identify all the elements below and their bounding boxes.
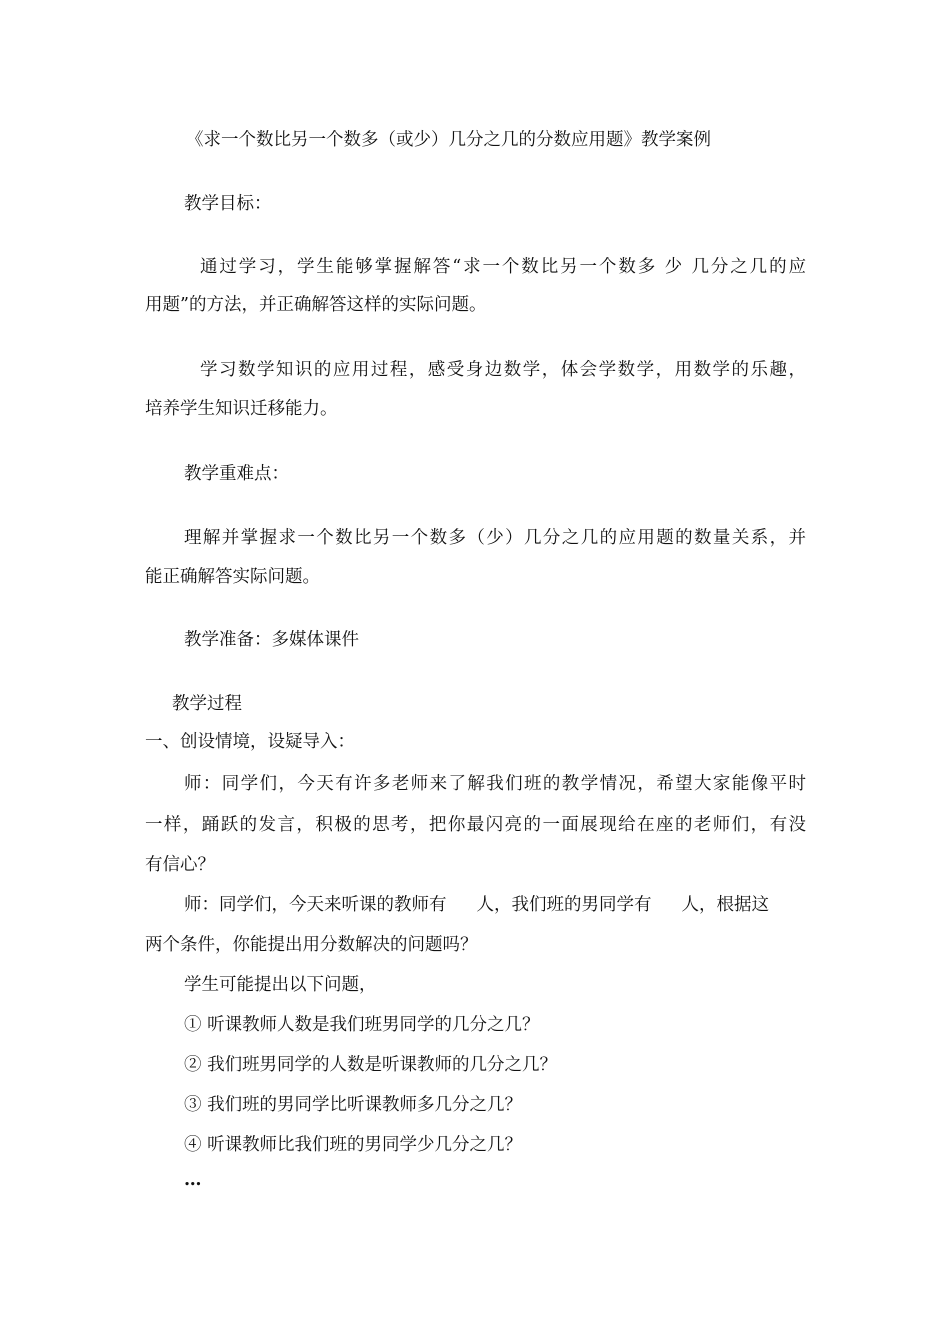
teacher-1-line-1: 师：同学们，今天有许多老师来了解我们班的教学情况，希望大家能像平时: [184, 774, 806, 794]
question-item: ③ 我们班的男同学比听课教师多几分之几？: [184, 1095, 523, 1115]
objective-2-line-2: 培养学生知识迁移能力。: [145, 399, 338, 419]
document-title: 《求一个数比另一个数多（或少）几分之几的分数应用题》教学案例: [186, 130, 711, 150]
teacher-2-line-1-part-3: 人，根据这: [681, 895, 769, 915]
teacher-2-line-1-part-2: 人，我们班的男同学有: [476, 895, 652, 915]
teacher-1-line-2: 一样，踊跃的发言，积极的思考，把你最闪亮的一面展现给在座的老师们，有没: [145, 815, 806, 835]
key-points-line-1: 理解并掌握求一个数比另一个数多（少）几分之几的应用题的数量关系，并: [184, 528, 806, 548]
ellipsis: …: [184, 1170, 202, 1190]
objective-1-line-2: 用题”的方法，并正确解答这样的实际问题。: [145, 295, 487, 315]
teacher-2-line-1: [184, 893, 769, 917]
teacher-2-line-2: 两个条件，你能提出用分数解决的问题吗？: [145, 935, 478, 955]
preparation-line: 教学准备：多媒体课件: [184, 630, 359, 650]
teacher-2-line-1-part-1: 师：同学们，今天来听课的教师有: [184, 895, 447, 915]
question-item: ① 听课教师人数是我们班男同学的几分之几？: [184, 1015, 540, 1035]
process-heading: 教学过程: [172, 694, 242, 714]
students-intro: 学生可能提出以下问题，: [184, 975, 377, 995]
objective-2-line-1: 学习数学知识的应用过程，感受身边数学，体会学数学，用数学的乐趣，: [200, 360, 806, 380]
key-points-heading: 教学重难点：: [184, 464, 289, 484]
question-item: ④ 听课教师比我们班的男同学少几分之几？: [184, 1135, 523, 1155]
key-points-line-2: 能正确解答实际问题。: [145, 567, 320, 587]
objectives-heading: 教学目标：: [184, 194, 272, 214]
question-item: ② 我们班男同学的人数是听课教师的几分之几？: [184, 1055, 558, 1075]
teacher-1-line-3: 有信心？: [145, 855, 215, 875]
section-1-heading: 一、创设情境，设疑导入：: [145, 732, 355, 752]
objective-1-line-1: 通过学习，学生能够掌握解答“求一个数比另一个数多 少 几分之几的应: [200, 257, 806, 277]
